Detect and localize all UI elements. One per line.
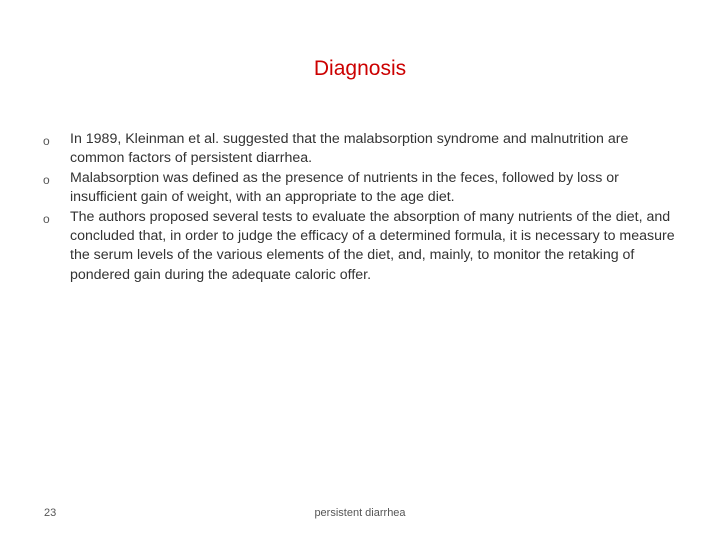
- bullet-item: [40, 130, 680, 169]
- bullet-item: [40, 169, 680, 208]
- bullet-item: [40, 208, 680, 286]
- bullet-text: Malabsorption was defined as the presence of nutrients in the feces, followed by loss or insufficient gain of weight, with an appropriate to the age diet.: [70, 169, 619, 206]
- circle-bullet-icon: o: [43, 134, 50, 148]
- bullet-text: In 1989, Kleinman et al. suggested that the malabsorption syndrome and malnutrition are common factors of persistent diarrhea.: [70, 131, 629, 167]
- slide-title: Diagnosis: [313, 57, 407, 80]
- bullet-list: [40, 130, 680, 285]
- bullet-text: The authors proposed several tests to evaluate the absorption of many nutrients of the diet, and concluded that, in order to judge the efficacy of a determined formula, it is necessary to measure the serum levels of the various elements of the diet, and, mainly, to monitor the retaking of pondered gain during the adequate caloric offer.: [70, 208, 675, 283]
- footer-text: persistent diarrhea: [314, 507, 406, 519]
- slide-number: 23: [44, 507, 57, 519]
- circle-bullet-icon: o: [43, 172, 50, 187]
- circle-bullet-icon: o: [43, 211, 50, 226]
